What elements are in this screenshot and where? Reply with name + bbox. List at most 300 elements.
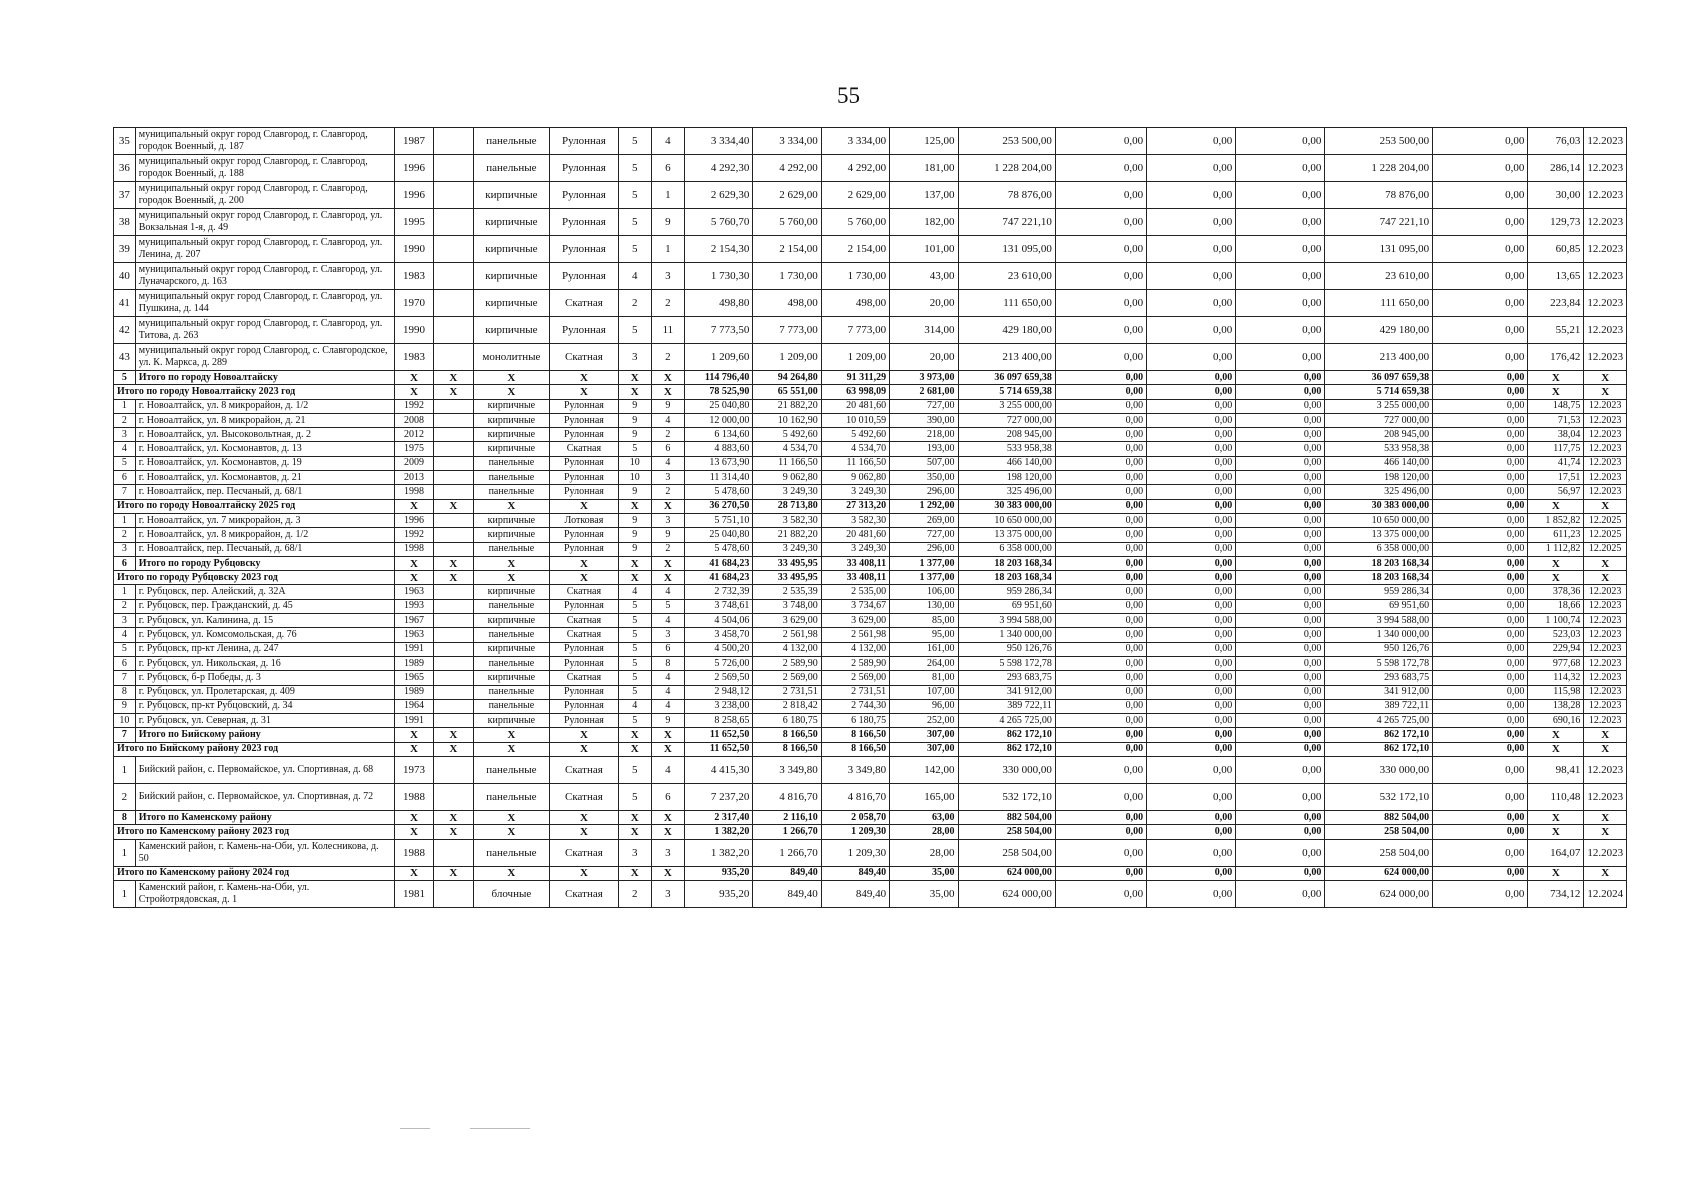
x-mark: X bbox=[434, 811, 473, 825]
empty-cell bbox=[434, 263, 473, 290]
fund-owners: 862 172,10 bbox=[1325, 728, 1433, 742]
x-mark: X bbox=[434, 866, 473, 880]
x-mark: X bbox=[651, 385, 684, 399]
completion-date: 12.2023 bbox=[1584, 599, 1627, 613]
residential-area: 2 731,51 bbox=[821, 685, 889, 699]
fund-federal: 0,00 bbox=[1055, 442, 1146, 456]
wall-material: панельные bbox=[473, 699, 550, 713]
empty-cell bbox=[434, 236, 473, 263]
unit-cost: 76,03 bbox=[1528, 128, 1584, 155]
entrances-count: 9 bbox=[651, 209, 684, 236]
entrances-count: 11 bbox=[651, 317, 684, 344]
fund-regional: 0,00 bbox=[1147, 671, 1236, 685]
roof-type: Скатная bbox=[550, 784, 618, 811]
empty-cell bbox=[434, 599, 473, 613]
table-row bbox=[114, 428, 1627, 442]
fund-federal: 0,00 bbox=[1055, 456, 1146, 470]
entrances-count: 4 bbox=[651, 456, 684, 470]
premises-area: 2 629,00 bbox=[753, 182, 821, 209]
empty-cell bbox=[434, 344, 473, 371]
unit-cost: 13,65 bbox=[1528, 263, 1584, 290]
fund-local: 0,00 bbox=[1236, 385, 1325, 399]
premises-area: 4 534,70 bbox=[753, 442, 821, 456]
roof-type: Рулонная bbox=[550, 399, 618, 413]
entrances-count: 6 bbox=[651, 442, 684, 456]
entrances-count: 6 bbox=[651, 642, 684, 656]
residents-count: 28,00 bbox=[890, 825, 958, 839]
x-mark: X bbox=[1528, 385, 1584, 399]
fund-other: 0,00 bbox=[1433, 728, 1528, 742]
fund-federal: 0,00 bbox=[1055, 209, 1146, 236]
x-mark: X bbox=[550, 728, 618, 742]
completion-date: 12.2023 bbox=[1584, 628, 1627, 642]
floors-count: 5 bbox=[618, 236, 651, 263]
residential-area: 849,40 bbox=[821, 880, 889, 907]
fund-federal: 0,00 bbox=[1055, 811, 1146, 825]
fund-owners: 258 504,00 bbox=[1325, 839, 1433, 866]
fund-regional: 0,00 bbox=[1147, 485, 1236, 499]
table-row bbox=[114, 290, 1627, 317]
x-mark: X bbox=[651, 742, 684, 756]
fund-owners: 330 000,00 bbox=[1325, 757, 1433, 784]
table-row bbox=[114, 880, 1627, 907]
residents-count: 2 681,00 bbox=[890, 385, 958, 399]
entrances-count: 8 bbox=[651, 656, 684, 670]
repair-cost: 624 000,00 bbox=[958, 880, 1055, 907]
table-row bbox=[114, 182, 1627, 209]
fund-local: 0,00 bbox=[1236, 699, 1325, 713]
completion-date: 12.2023 bbox=[1584, 784, 1627, 811]
wall-material: панельные bbox=[473, 839, 550, 866]
x-mark: X bbox=[394, 385, 433, 399]
fund-federal: 0,00 bbox=[1055, 571, 1146, 585]
x-mark: X bbox=[550, 556, 618, 570]
x-mark: X bbox=[473, 371, 550, 385]
build-year: 1967 bbox=[394, 614, 433, 628]
fund-local: 0,00 bbox=[1236, 628, 1325, 642]
x-mark: X bbox=[1528, 742, 1584, 756]
completion-date: 12.2023 bbox=[1584, 236, 1627, 263]
roof-type: Скатная bbox=[550, 290, 618, 317]
residents-count: 142,00 bbox=[890, 757, 958, 784]
residential-area: 8 166,50 bbox=[821, 742, 889, 756]
build-year: 1996 bbox=[394, 513, 433, 527]
fund-other: 0,00 bbox=[1433, 209, 1528, 236]
year-total-label: Итого по Каменскому району 2023 год bbox=[114, 825, 395, 839]
row-index: 37 bbox=[114, 182, 136, 209]
unit-cost: 129,73 bbox=[1528, 209, 1584, 236]
row-index: 39 bbox=[114, 236, 136, 263]
completion-date: 12.2023 bbox=[1584, 263, 1627, 290]
fund-regional: 0,00 bbox=[1147, 182, 1236, 209]
repair-cost: 13 375 000,00 bbox=[958, 528, 1055, 542]
row-index: 4 bbox=[114, 442, 136, 456]
house-address: г. Новоалтайск, пер. Песчаный, д. 68/1 bbox=[135, 542, 394, 556]
table-row bbox=[114, 317, 1627, 344]
premises-area: 9 062,80 bbox=[753, 471, 821, 485]
subtotal-row bbox=[114, 811, 1627, 825]
fund-owners: 429 180,00 bbox=[1325, 317, 1433, 344]
residential-area: 4 816,70 bbox=[821, 784, 889, 811]
completion-date: 12.2023 bbox=[1584, 656, 1627, 670]
fund-other: 0,00 bbox=[1433, 757, 1528, 784]
total-area: 4 292,30 bbox=[684, 155, 752, 182]
entrances-count: 9 bbox=[651, 714, 684, 728]
floors-count: 4 bbox=[618, 585, 651, 599]
residents-count: 106,00 bbox=[890, 585, 958, 599]
fund-local: 0,00 bbox=[1236, 513, 1325, 527]
house-address: муниципальный округ город Славгород, г. Славгород, ул. Пушкина, д. 144 bbox=[135, 290, 394, 317]
total-area: 4 504,06 bbox=[684, 614, 752, 628]
completion-date: 12.2023 bbox=[1584, 290, 1627, 317]
fund-federal: 0,00 bbox=[1055, 428, 1146, 442]
floors-count: 10 bbox=[618, 456, 651, 470]
fund-owners: 3 255 000,00 bbox=[1325, 399, 1433, 413]
year-total-label: Итого по Бийскому району 2023 год bbox=[114, 742, 395, 756]
x-mark: X bbox=[434, 571, 473, 585]
house-address: муниципальный округ город Славгород, г. Славгород, ул. Титова, д. 263 bbox=[135, 317, 394, 344]
build-year: 1989 bbox=[394, 685, 433, 699]
x-mark: X bbox=[651, 811, 684, 825]
residents-count: 35,00 bbox=[890, 866, 958, 880]
roof-type: Рулонная bbox=[550, 685, 618, 699]
unit-cost: 229,94 bbox=[1528, 642, 1584, 656]
house-address: муниципальный округ город Славгород, г. Славгород, городок Военный, д. 187 bbox=[135, 128, 394, 155]
fund-other: 0,00 bbox=[1433, 811, 1528, 825]
floors-count: 9 bbox=[618, 413, 651, 427]
residents-count: 28,00 bbox=[890, 839, 958, 866]
house-address: Бийский район, с. Первомайское, ул. Спортивная, д. 68 bbox=[135, 757, 394, 784]
residents-count: 727,00 bbox=[890, 528, 958, 542]
fund-federal: 0,00 bbox=[1055, 399, 1146, 413]
fund-other: 0,00 bbox=[1433, 866, 1528, 880]
x-mark: X bbox=[618, 571, 651, 585]
x-mark: X bbox=[1584, 728, 1627, 742]
residents-count: 20,00 bbox=[890, 344, 958, 371]
x-mark: X bbox=[1528, 728, 1584, 742]
wall-material: панельные bbox=[473, 685, 550, 699]
floors-count: 3 bbox=[618, 344, 651, 371]
empty-cell bbox=[434, 513, 473, 527]
total-area: 7 773,50 bbox=[684, 317, 752, 344]
roof-type: Рулонная bbox=[550, 209, 618, 236]
house-address: муниципальный округ город Славгород, г. Славгород, ул. Ленина, д. 207 bbox=[135, 236, 394, 263]
fund-regional: 0,00 bbox=[1147, 371, 1236, 385]
row-index: 7 bbox=[114, 485, 136, 499]
fund-owners: 624 000,00 bbox=[1325, 880, 1433, 907]
group-label: Итого по Бийскому району bbox=[135, 728, 394, 742]
completion-date: 12.2023 bbox=[1584, 442, 1627, 456]
fund-federal: 0,00 bbox=[1055, 866, 1146, 880]
total-area: 2 948,12 bbox=[684, 685, 752, 699]
floors-count: 5 bbox=[618, 209, 651, 236]
empty-cell bbox=[434, 290, 473, 317]
table-row bbox=[114, 155, 1627, 182]
year-total-row bbox=[114, 866, 1627, 880]
fund-other: 0,00 bbox=[1433, 671, 1528, 685]
x-mark: X bbox=[651, 866, 684, 880]
empty-cell bbox=[434, 628, 473, 642]
fund-federal: 0,00 bbox=[1055, 880, 1146, 907]
fund-owners: 13 375 000,00 bbox=[1325, 528, 1433, 542]
fund-other: 0,00 bbox=[1433, 542, 1528, 556]
empty-cell bbox=[434, 685, 473, 699]
group-label: Итого по Каменскому району bbox=[135, 811, 394, 825]
entrances-count: 6 bbox=[651, 784, 684, 811]
residents-count: 137,00 bbox=[890, 182, 958, 209]
total-area: 25 040,80 bbox=[684, 399, 752, 413]
residential-area: 2 535,00 bbox=[821, 585, 889, 599]
roof-type: Рулонная bbox=[550, 236, 618, 263]
table-row bbox=[114, 344, 1627, 371]
x-mark: X bbox=[618, 556, 651, 570]
residential-area: 5 760,00 bbox=[821, 209, 889, 236]
table-row bbox=[114, 757, 1627, 784]
floors-count: 5 bbox=[618, 442, 651, 456]
wall-material: кирпичные bbox=[473, 714, 550, 728]
fund-regional: 0,00 bbox=[1147, 542, 1236, 556]
fund-other: 0,00 bbox=[1433, 699, 1528, 713]
entrances-count: 6 bbox=[651, 155, 684, 182]
x-mark: X bbox=[394, 571, 433, 585]
x-mark: X bbox=[618, 385, 651, 399]
residential-area: 2 569,00 bbox=[821, 671, 889, 685]
premises-area: 33 495,95 bbox=[753, 556, 821, 570]
roof-type: Скатная bbox=[550, 585, 618, 599]
year-total-label: Итого по Каменскому району 2024 год bbox=[114, 866, 395, 880]
wall-material: панельные bbox=[473, 155, 550, 182]
build-year: 1964 bbox=[394, 699, 433, 713]
fund-owners: 624 000,00 bbox=[1325, 866, 1433, 880]
wall-material: панельные bbox=[473, 128, 550, 155]
fund-other: 0,00 bbox=[1433, 385, 1528, 399]
fund-local: 0,00 bbox=[1236, 599, 1325, 613]
floors-count: 4 bbox=[618, 263, 651, 290]
roof-type: Рулонная bbox=[550, 642, 618, 656]
table-row bbox=[114, 714, 1627, 728]
entrances-count: 4 bbox=[651, 699, 684, 713]
empty-cell bbox=[434, 485, 473, 499]
roof-type: Рулонная bbox=[550, 542, 618, 556]
floors-count: 5 bbox=[618, 614, 651, 628]
fund-owners: 198 120,00 bbox=[1325, 471, 1433, 485]
fund-regional: 0,00 bbox=[1147, 866, 1236, 880]
unit-cost: 71,53 bbox=[1528, 413, 1584, 427]
x-mark: X bbox=[618, 728, 651, 742]
residents-count: 182,00 bbox=[890, 209, 958, 236]
residential-area: 2 561,98 bbox=[821, 628, 889, 642]
year-total-row bbox=[114, 385, 1627, 399]
premises-area: 4 816,70 bbox=[753, 784, 821, 811]
residential-area: 6 180,75 bbox=[821, 714, 889, 728]
fund-owners: 3 994 588,00 bbox=[1325, 614, 1433, 628]
x-mark: X bbox=[473, 385, 550, 399]
residential-area: 1 209,00 bbox=[821, 344, 889, 371]
fund-owners: 36 097 659,38 bbox=[1325, 371, 1433, 385]
premises-area: 3 334,00 bbox=[753, 128, 821, 155]
fund-owners: 341 912,00 bbox=[1325, 685, 1433, 699]
empty-cell bbox=[434, 757, 473, 784]
fund-other: 0,00 bbox=[1433, 399, 1528, 413]
x-mark: X bbox=[1528, 811, 1584, 825]
fund-local: 0,00 bbox=[1236, 428, 1325, 442]
completion-date: 12.2023 bbox=[1584, 209, 1627, 236]
fund-local: 0,00 bbox=[1236, 442, 1325, 456]
row-index: 41 bbox=[114, 290, 136, 317]
premises-area: 1 730,00 bbox=[753, 263, 821, 290]
empty-cell bbox=[434, 839, 473, 866]
repair-cost: 466 140,00 bbox=[958, 456, 1055, 470]
fund-federal: 0,00 bbox=[1055, 599, 1146, 613]
fund-owners: 325 496,00 bbox=[1325, 485, 1433, 499]
repair-cost: 532 172,10 bbox=[958, 784, 1055, 811]
unit-cost: 1 112,82 bbox=[1528, 542, 1584, 556]
wall-material: кирпичные bbox=[473, 614, 550, 628]
floors-count: 9 bbox=[618, 513, 651, 527]
build-year: 2012 bbox=[394, 428, 433, 442]
repair-cost: 429 180,00 bbox=[958, 317, 1055, 344]
table-row bbox=[114, 413, 1627, 427]
fund-federal: 0,00 bbox=[1055, 182, 1146, 209]
fund-federal: 0,00 bbox=[1055, 839, 1146, 866]
row-index: 35 bbox=[114, 128, 136, 155]
row-index: 1 bbox=[114, 880, 136, 907]
fund-local: 0,00 bbox=[1236, 155, 1325, 182]
scan-artifact-line bbox=[400, 1128, 430, 1129]
floors-count: 2 bbox=[618, 880, 651, 907]
unit-cost: 690,16 bbox=[1528, 714, 1584, 728]
fund-other: 0,00 bbox=[1433, 263, 1528, 290]
premises-area: 1 266,70 bbox=[753, 825, 821, 839]
roof-type: Рулонная bbox=[550, 528, 618, 542]
roof-type: Рулонная bbox=[550, 317, 618, 344]
total-area: 2 317,40 bbox=[684, 811, 752, 825]
completion-date: 12.2023 bbox=[1584, 714, 1627, 728]
residential-area: 63 998,09 bbox=[821, 385, 889, 399]
fund-local: 0,00 bbox=[1236, 471, 1325, 485]
table-row bbox=[114, 485, 1627, 499]
repair-cost: 862 172,10 bbox=[958, 728, 1055, 742]
fund-regional: 0,00 bbox=[1147, 155, 1236, 182]
x-mark: X bbox=[1528, 866, 1584, 880]
fund-local: 0,00 bbox=[1236, 528, 1325, 542]
table-row bbox=[114, 671, 1627, 685]
repair-cost: 325 496,00 bbox=[958, 485, 1055, 499]
empty-cell bbox=[434, 155, 473, 182]
residential-area: 2 589,90 bbox=[821, 656, 889, 670]
wall-material: кирпичные bbox=[473, 290, 550, 317]
fund-federal: 0,00 bbox=[1055, 471, 1146, 485]
fund-owners: 258 504,00 bbox=[1325, 825, 1433, 839]
fund-federal: 0,00 bbox=[1055, 784, 1146, 811]
build-year: 1970 bbox=[394, 290, 433, 317]
fund-regional: 0,00 bbox=[1147, 413, 1236, 427]
x-mark: X bbox=[434, 499, 473, 513]
wall-material: кирпичные bbox=[473, 399, 550, 413]
entrances-count: 3 bbox=[651, 880, 684, 907]
unit-cost: 17,51 bbox=[1528, 471, 1584, 485]
premises-area: 4 132,00 bbox=[753, 642, 821, 656]
x-mark: X bbox=[394, 728, 433, 742]
x-mark: X bbox=[651, 728, 684, 742]
fund-other: 0,00 bbox=[1433, 825, 1528, 839]
fund-regional: 0,00 bbox=[1147, 344, 1236, 371]
roof-type: Рулонная bbox=[550, 714, 618, 728]
roof-type: Рулонная bbox=[550, 413, 618, 427]
year-total-row bbox=[114, 571, 1627, 585]
house-address: г. Рубцовск, пер. Алейский, д. 32А bbox=[135, 585, 394, 599]
fund-regional: 0,00 bbox=[1147, 699, 1236, 713]
unit-cost: 138,28 bbox=[1528, 699, 1584, 713]
row-index: 5 bbox=[114, 642, 136, 656]
premises-area: 3 249,30 bbox=[753, 485, 821, 499]
fund-federal: 0,00 bbox=[1055, 263, 1146, 290]
residential-area: 20 481,60 bbox=[821, 528, 889, 542]
entrances-count: 4 bbox=[651, 685, 684, 699]
fund-local: 0,00 bbox=[1236, 880, 1325, 907]
fund-owners: 959 286,34 bbox=[1325, 585, 1433, 599]
completion-date: 12.2023 bbox=[1584, 344, 1627, 371]
floors-count: 5 bbox=[618, 656, 651, 670]
row-index: 4 bbox=[114, 628, 136, 642]
residents-count: 350,00 bbox=[890, 471, 958, 485]
build-year: 1998 bbox=[394, 542, 433, 556]
fund-local: 0,00 bbox=[1236, 825, 1325, 839]
row-index: 8 bbox=[114, 685, 136, 699]
table-row bbox=[114, 209, 1627, 236]
build-year: 1987 bbox=[394, 128, 433, 155]
empty-cell bbox=[434, 714, 473, 728]
repair-cost: 293 683,75 bbox=[958, 671, 1055, 685]
x-mark: X bbox=[550, 811, 618, 825]
fund-local: 0,00 bbox=[1236, 499, 1325, 513]
residential-area: 3 582,30 bbox=[821, 513, 889, 527]
residents-count: 35,00 bbox=[890, 880, 958, 907]
roof-type: Рулонная bbox=[550, 155, 618, 182]
residential-area: 8 166,50 bbox=[821, 728, 889, 742]
empty-cell bbox=[434, 128, 473, 155]
build-year: 2008 bbox=[394, 413, 433, 427]
x-mark: X bbox=[1584, 866, 1627, 880]
fund-federal: 0,00 bbox=[1055, 499, 1146, 513]
total-area: 11 652,50 bbox=[684, 728, 752, 742]
row-index: 1 bbox=[114, 585, 136, 599]
total-area: 3 334,40 bbox=[684, 128, 752, 155]
completion-date: 12.2023 bbox=[1584, 585, 1627, 599]
build-year: 1983 bbox=[394, 344, 433, 371]
house-address: Каменский район, г. Камень-на-Оби, ул. Колесникова, д. 50 bbox=[135, 839, 394, 866]
house-address: г. Рубцовск, ул. Пролетарская, д. 409 bbox=[135, 685, 394, 699]
completion-date: 12.2023 bbox=[1584, 456, 1627, 470]
table-row bbox=[114, 599, 1627, 613]
year-total-label: Итого по городу Рубцовску 2023 год bbox=[114, 571, 395, 585]
fund-federal: 0,00 bbox=[1055, 290, 1146, 317]
house-address: г. Новоалтайск, ул. Высоковольтная, д. 2 bbox=[135, 428, 394, 442]
table-row bbox=[114, 528, 1627, 542]
fund-owners: 293 683,75 bbox=[1325, 671, 1433, 685]
fund-federal: 0,00 bbox=[1055, 485, 1146, 499]
fund-regional: 0,00 bbox=[1147, 656, 1236, 670]
completion-date: 12.2025 bbox=[1584, 542, 1627, 556]
fund-other: 0,00 bbox=[1433, 155, 1528, 182]
residents-count: 269,00 bbox=[890, 513, 958, 527]
empty-cell bbox=[434, 784, 473, 811]
fund-regional: 0,00 bbox=[1147, 528, 1236, 542]
unit-cost: 56,97 bbox=[1528, 485, 1584, 499]
table-row bbox=[114, 442, 1627, 456]
fund-other: 0,00 bbox=[1433, 513, 1528, 527]
premises-area: 849,40 bbox=[753, 880, 821, 907]
